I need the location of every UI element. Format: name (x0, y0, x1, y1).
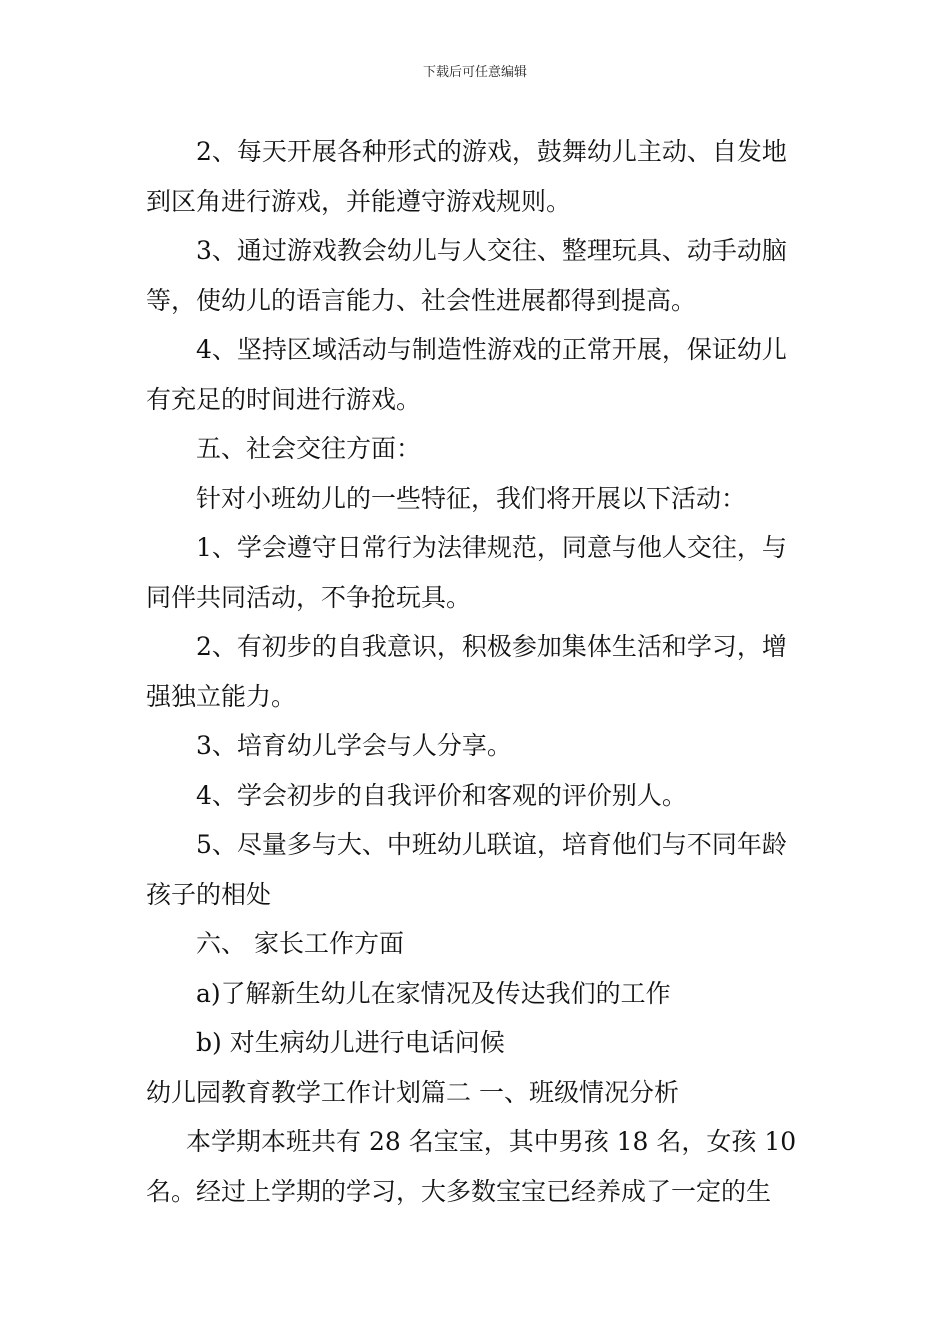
text-line: 同伴共同活动，不争抢玩具。 (146, 582, 472, 612)
text-line: 2、每天开展各种形式的游戏，鼓舞幼儿主动、自发地 (196, 137, 787, 166)
text-line: 3、通过游戏教会幼儿与人交往、整理玩具、动手动脑 (196, 236, 787, 265)
text-line: 4、坚持区域活动与制造性游戏的正常开展，保证幼儿 (196, 335, 787, 364)
text-line: 5、尽量多与大、中班幼儿联谊，培育他们与不同年龄 (196, 830, 787, 859)
text-line: 2、有初步的自我意识，积极参加集体生活和学习，增 (196, 632, 787, 661)
text-line: b) 对生病幼儿进行电话问候 (196, 1028, 505, 1057)
text-line: 等，使幼儿的语言能力、社会性进展都得到提高。 (146, 285, 697, 315)
document-title-line: 幼儿园教育教学工作计划篇二 一、班级情况分析 (146, 1077, 679, 1107)
text-line: 针对小班幼儿的一些特征，我们将开展以下活动： (196, 483, 747, 513)
text-line: a)了解新生幼儿在家情况及传达我们的工作 (196, 978, 671, 1008)
text-line: 强独立能力。 (146, 681, 297, 711)
text-line: 本学期本班共有 28 名宝宝，其中男孩 18 名，女孩 10 (186, 1127, 797, 1156)
text-line: 4、学会初步的自我评价和客观的评价别人。 (196, 780, 687, 810)
text-line: 到区角进行游戏，并能遵守游戏规则。 (146, 186, 572, 216)
text-line: 孩子的相处 (146, 879, 272, 909)
section-heading: 五、社会交往方面： (196, 434, 422, 463)
text-line: 3、培育幼儿学会与人分享。 (196, 731, 512, 760)
text-line: 有充足的时间进行游戏。 (146, 384, 422, 414)
section-heading: 六、 家长工作方面 (196, 929, 404, 958)
page-header: 下载后可任意编辑 (422, 65, 527, 80)
text-line: 名。经过上学期的学习，大多数宝宝已经养成了一定的生 (146, 1176, 772, 1206)
text-line: 1、学会遵守日常行为法律规范，同意与他人交往，与 (196, 533, 787, 562)
document-body (146, 127, 811, 1216)
